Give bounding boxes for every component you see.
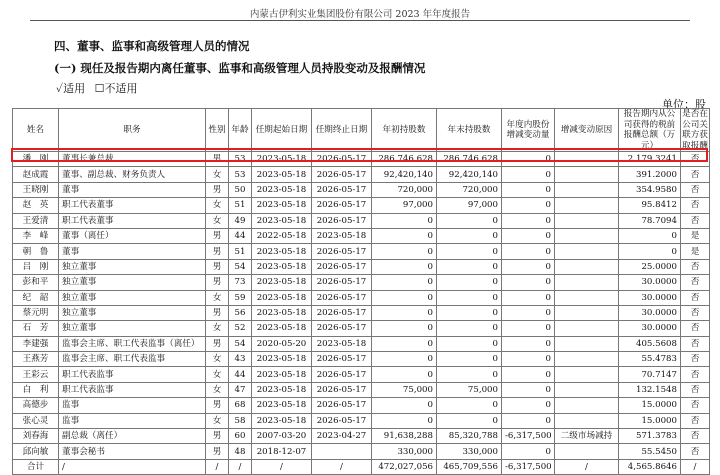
table-row — [13, 152, 710, 167]
table-cell: 王晓刚 — [13, 182, 59, 197]
table-cell: 否 — [681, 213, 710, 228]
table-cell: 董事 — [59, 182, 206, 197]
table-cell: 2026-05-17 — [312, 413, 372, 428]
table-cell: 王燕芳 — [13, 352, 59, 367]
table-cell: 李建强 — [13, 336, 59, 351]
table-cell: 472,027,056 — [372, 459, 437, 474]
table-row — [13, 321, 710, 336]
table-cell: 0 — [502, 228, 555, 243]
table-cell: 否 — [681, 444, 710, 459]
table-cell: 白 利 — [13, 382, 59, 397]
table-cell: 73 — [229, 275, 252, 290]
table-cell: / — [59, 459, 206, 474]
table-cell: 女 — [206, 382, 229, 397]
table-cell: 391.2000 — [619, 167, 681, 182]
report-header: 内蒙古伊利实业集团股份有限公司 2023 年年度报告 — [249, 9, 471, 20]
table-cell: 否 — [681, 367, 710, 382]
table-cell: 男 — [206, 305, 229, 320]
table-cell: 蔡元明 — [13, 305, 59, 320]
table-cell: 0 — [437, 398, 502, 413]
table-cell: 女 — [206, 413, 229, 428]
table-cell: 0 — [372, 228, 437, 243]
table-cell: 2023-05-18 — [252, 167, 312, 182]
table-cell: 2023-05-18 — [252, 275, 312, 290]
table-cell: 0 — [437, 228, 502, 243]
table-cell: 男 — [206, 398, 229, 413]
table-cell: 53 — [229, 167, 252, 182]
table-cell: 2026-05-17 — [312, 352, 372, 367]
table-cell: 405.5608 — [619, 336, 681, 351]
table-cell — [555, 290, 619, 305]
table-cell: 0 — [502, 321, 555, 336]
table-cell: 是 — [681, 228, 710, 243]
table-cell: 0 — [437, 244, 502, 259]
table-cell: 85,320,788 — [437, 429, 502, 444]
table-cell: 张心灵 — [13, 413, 59, 428]
table-cell: 监事会主席、职工代表监事（离任） — [59, 336, 206, 351]
table-cell — [555, 182, 619, 197]
table-cell — [555, 167, 619, 182]
table-cell: 男 — [206, 275, 229, 290]
table-cell: 2026-05-17 — [312, 213, 372, 228]
table-cell — [555, 336, 619, 351]
table-cell: 监事会主席、职工代表监事 — [59, 352, 206, 367]
table-row — [13, 367, 710, 382]
applicability-options — [56, 80, 143, 96]
table-cell: 0 — [502, 398, 555, 413]
table-cell: 女 — [206, 352, 229, 367]
table-cell: 独立董事 — [59, 290, 206, 305]
table-cell: 330,000 — [372, 444, 437, 459]
table-cell: 2026-05-17 — [312, 382, 372, 397]
subsection-title: (一) 现任及报告期内离任董事、监事和高级管理人员持股变动及报酬情况 — [54, 61, 426, 75]
table-cell: 0 — [502, 182, 555, 197]
table-cell: 2023-05-18 — [252, 367, 312, 382]
table-cell — [555, 321, 619, 336]
table-cell: 2023-05-18 — [252, 290, 312, 305]
holdings-table — [12, 108, 710, 475]
table-cell: 2026-05-17 — [312, 259, 372, 274]
table-row — [13, 228, 710, 243]
table-cell: 男 — [206, 152, 229, 167]
table-cell: 25.0000 — [619, 259, 681, 274]
section-title: 四、董事、监事和高级管理人员的情况 — [54, 39, 250, 53]
table-cell: 50 — [229, 182, 252, 197]
table-cell: 92,420,140 — [372, 167, 437, 182]
table-cell: 0 — [502, 152, 555, 167]
table-cell: 0 — [437, 305, 502, 320]
table-cell: 2023-05-18 — [252, 305, 312, 320]
table-row — [13, 259, 710, 274]
table-cell: 720,000 — [372, 182, 437, 197]
col-header: 年末持股数 — [437, 109, 502, 152]
table-cell: 邱向敏 — [13, 444, 59, 459]
table-cell: 否 — [681, 275, 710, 290]
table-cell: 59 — [229, 290, 252, 305]
table-cell: 30.0000 — [619, 321, 681, 336]
table-cell: 0 — [502, 305, 555, 320]
table-cell: 2026-05-17 — [312, 290, 372, 305]
col-header: 姓名 — [13, 109, 59, 152]
table-cell: 30.0000 — [619, 290, 681, 305]
table-cell: 独立董事 — [59, 275, 206, 290]
table-row — [13, 429, 710, 444]
table-cell: 2020-05-20 — [252, 336, 312, 351]
col-header: 职务 — [59, 109, 206, 152]
table-cell: 合计 — [13, 459, 59, 474]
table-cell: 否 — [681, 336, 710, 351]
table-cell: 44 — [229, 367, 252, 382]
table-cell: 0 — [502, 167, 555, 182]
table-cell: 0 — [502, 382, 555, 397]
table-cell: 是 — [681, 244, 710, 259]
table-cell: / — [229, 459, 252, 474]
col-header: 报告期内从公司获得的税前报酬总额（万元） — [619, 109, 681, 152]
table-cell: 0 — [502, 244, 555, 259]
table-row — [13, 290, 710, 305]
table-cell: 2023-05-18 — [252, 259, 312, 274]
table-cell: 女 — [206, 367, 229, 382]
table-cell: 30.0000 — [619, 305, 681, 320]
table-cell: 0 — [372, 398, 437, 413]
table-cell: 0 — [372, 275, 437, 290]
table-cell: 否 — [681, 259, 710, 274]
table-cell: 2023-05-18 — [252, 198, 312, 213]
table-cell: 30.0000 — [619, 275, 681, 290]
table-cell: 2026-05-17 — [312, 244, 372, 259]
table-cell: 女 — [206, 321, 229, 336]
table-cell: 刘春海 — [13, 429, 59, 444]
table-cell: 王彩云 — [13, 367, 59, 382]
table-cell: 女 — [206, 198, 229, 213]
table-cell: / — [681, 459, 710, 474]
header-divider — [30, 20, 690, 21]
table-cell: 女 — [206, 167, 229, 182]
table-cell: 0 — [502, 352, 555, 367]
table-cell: 2023-05-18 — [252, 152, 312, 167]
table-cell: 副总裁（离任） — [59, 429, 206, 444]
table-row — [13, 275, 710, 290]
table-cell: 2023-05-18 — [252, 398, 312, 413]
table-cell: 2023-05-18 — [252, 352, 312, 367]
table-cell: 48 — [229, 444, 252, 459]
table-cell: -6,317,500 — [502, 459, 555, 474]
table-cell — [555, 352, 619, 367]
table-cell: 否 — [681, 305, 710, 320]
table-cell: 2026-05-17 — [312, 198, 372, 213]
table-cell: 职工代表监事 — [59, 382, 206, 397]
table-cell: 独立董事 — [59, 305, 206, 320]
table-cell — [312, 444, 372, 459]
table-cell: 2026-05-17 — [312, 182, 372, 197]
table-row — [13, 336, 710, 351]
table-cell: 2026-05-17 — [312, 398, 372, 413]
table-cell: 2023-05-18 — [252, 382, 312, 397]
table-cell: 55.4783 — [619, 352, 681, 367]
table-row — [13, 244, 710, 259]
table-cell: 286,746,628 — [372, 152, 437, 167]
table-cell: 44 — [229, 228, 252, 243]
table-cell: 男 — [206, 228, 229, 243]
table-cell: 2023-04-27 — [312, 429, 372, 444]
table-cell — [555, 213, 619, 228]
table-cell: 4,565.8646 — [619, 459, 681, 474]
table-row — [13, 444, 710, 459]
total-row — [13, 459, 710, 474]
table-cell: 纪 韶 — [13, 290, 59, 305]
table-cell: 2007-03-20 — [252, 429, 312, 444]
table-cell: 354.9580 — [619, 182, 681, 197]
table-cell: 独立董事 — [59, 259, 206, 274]
table-cell: -6,317,500 — [502, 429, 555, 444]
table-cell: 2,179.3241 — [619, 152, 681, 167]
table-row — [13, 213, 710, 228]
table-cell: 0 — [437, 275, 502, 290]
table-cell: 女 — [206, 290, 229, 305]
table-cell: 二级市场减持 — [555, 429, 619, 444]
table-row — [13, 305, 710, 320]
table-cell: 97,000 — [437, 198, 502, 213]
table-cell: 465,709,556 — [437, 459, 502, 474]
table-cell: 2026-05-17 — [312, 321, 372, 336]
table-cell — [555, 152, 619, 167]
table-cell: 朝 鲁 — [13, 244, 59, 259]
table-cell: 56 — [229, 305, 252, 320]
table-cell: 否 — [681, 413, 710, 428]
table-cell — [555, 367, 619, 382]
table-cell: 0 — [502, 213, 555, 228]
table-cell: 2018-12-07 — [252, 444, 312, 459]
table-cell: 否 — [681, 352, 710, 367]
table-cell: 否 — [681, 290, 710, 305]
table-cell: 董事、副总裁、财务负责人 — [59, 167, 206, 182]
col-header: 年初持股数 — [372, 109, 437, 152]
table-cell: 男 — [206, 259, 229, 274]
table-cell: 0 — [437, 352, 502, 367]
table-cell: 2026-05-17 — [312, 167, 372, 182]
table-cell: 否 — [681, 398, 710, 413]
table-cell: 0 — [437, 213, 502, 228]
table-cell: 潘 刚 — [13, 152, 59, 167]
table-cell — [555, 444, 619, 459]
table-cell: 否 — [681, 152, 710, 167]
table-cell: 男 — [206, 429, 229, 444]
table-cell: 李 峰 — [13, 228, 59, 243]
table-row — [13, 398, 710, 413]
table-cell: 董事会秘书 — [59, 444, 206, 459]
table-cell: 王爱清 — [13, 213, 59, 228]
table-cell: 2023-05-18 — [312, 228, 372, 243]
col-header: 性别 — [206, 109, 229, 152]
table-cell: 2023-05-18 — [252, 321, 312, 336]
table-cell: 15.0000 — [619, 413, 681, 428]
table-cell: 董事 — [59, 244, 206, 259]
table-cell: 286,746,628 — [437, 152, 502, 167]
table-cell: 男 — [206, 444, 229, 459]
table-cell: 0 — [502, 259, 555, 274]
table-cell: 2023-05-18 — [312, 336, 372, 351]
table-cell: 54 — [229, 259, 252, 274]
table-cell: 监事 — [59, 413, 206, 428]
table-cell: 男 — [206, 182, 229, 197]
table-cell: 董事长兼总裁 — [59, 152, 206, 167]
table-cell: 彭和平 — [13, 275, 59, 290]
table-cell: 330,000 — [437, 444, 502, 459]
table-cell: 78.7094 — [619, 213, 681, 228]
table-cell: 2023-05-18 — [252, 182, 312, 197]
table-cell: 53 — [229, 152, 252, 167]
table-cell: 独立董事 — [59, 321, 206, 336]
table-cell: 0 — [372, 290, 437, 305]
table-cell: 否 — [681, 198, 710, 213]
table-cell — [555, 382, 619, 397]
table-cell — [555, 305, 619, 320]
table-cell: 75,000 — [372, 382, 437, 397]
table-cell: 女 — [206, 213, 229, 228]
table-cell: 0 — [372, 244, 437, 259]
table-cell: 0 — [372, 352, 437, 367]
table-cell: 职工代表监事 — [59, 367, 206, 382]
table-cell: 0 — [372, 336, 437, 351]
applicable-option: ✓适用 — [56, 82, 86, 95]
table-cell: 2026-05-17 — [312, 305, 372, 320]
table-cell: 高德步 — [13, 398, 59, 413]
table-cell: 2023-05-18 — [252, 413, 312, 428]
table-body — [13, 152, 710, 475]
table-cell: 否 — [681, 182, 710, 197]
table-row — [13, 182, 710, 197]
table-row — [13, 352, 710, 367]
table-cell: 赵 英 — [13, 198, 59, 213]
table-cell: 0 — [619, 244, 681, 259]
table-cell: 吕 刚 — [13, 259, 59, 274]
col-header: 是否在公司关联方获取报酬 — [682, 109, 708, 151]
table-row — [13, 167, 710, 182]
table-cell: 54 — [229, 336, 252, 351]
table-cell: 职工代表董事 — [59, 213, 206, 228]
table-cell: 0 — [502, 275, 555, 290]
table-cell: 0 — [502, 198, 555, 213]
col-header: 任期起始日期 — [252, 109, 312, 152]
table-cell: 0 — [372, 367, 437, 382]
table-cell: 52 — [229, 321, 252, 336]
table-cell: 49 — [229, 213, 252, 228]
table-row — [13, 382, 710, 397]
table-cell: 60 — [229, 429, 252, 444]
table-cell: 47 — [229, 382, 252, 397]
table-cell: 68 — [229, 398, 252, 413]
col-header: 增减变动原因 — [555, 109, 619, 152]
table-cell — [555, 228, 619, 243]
col-header: 年龄 — [229, 109, 252, 152]
table-cell: 0 — [437, 259, 502, 274]
table-cell: 0 — [502, 367, 555, 382]
table-cell: 2026-05-17 — [312, 152, 372, 167]
table-cell — [555, 244, 619, 259]
table-cell — [555, 413, 619, 428]
table-cell: 否 — [681, 167, 710, 182]
table-cell: 2026-05-17 — [312, 367, 372, 382]
table-cell: 0 — [502, 413, 555, 428]
col-header: 年度内股份增减变动量 — [502, 109, 555, 152]
table-cell: 男 — [206, 336, 229, 351]
table-cell: / — [252, 459, 312, 474]
table-cell: 0 — [372, 305, 437, 320]
table-cell — [555, 398, 619, 413]
table-cell: 0 — [502, 444, 555, 459]
table-cell: 92,420,140 — [437, 167, 502, 182]
table-cell: 否 — [681, 321, 710, 336]
table-cell: 0 — [437, 336, 502, 351]
table-cell: 2026-05-17 — [312, 275, 372, 290]
table-cell: 2022-05-18 — [252, 228, 312, 243]
table-cell: 43 — [229, 352, 252, 367]
table-cell: 董事（离任） — [59, 228, 206, 243]
table-cell: 51 — [229, 198, 252, 213]
table-cell: 51 — [229, 244, 252, 259]
table-cell: 58 — [229, 413, 252, 428]
table-cell: 0 — [437, 290, 502, 305]
table-cell: 0 — [437, 321, 502, 336]
table-cell: 男 — [206, 244, 229, 259]
table-cell: 0 — [372, 213, 437, 228]
table-cell: 0 — [372, 259, 437, 274]
table-row — [13, 198, 710, 213]
table-cell: / — [312, 459, 372, 474]
table-cell: 赵成霞 — [13, 167, 59, 182]
table-cell: 0 — [502, 290, 555, 305]
table-cell: 否 — [681, 429, 710, 444]
table-cell: 55.5450 — [619, 444, 681, 459]
table-header-row — [13, 109, 710, 152]
table-cell: 720,000 — [437, 182, 502, 197]
table-cell: 0 — [437, 413, 502, 428]
table-cell: 75,000 — [437, 382, 502, 397]
table-cell: 95.8412 — [619, 198, 681, 213]
table-cell: 监事 — [59, 398, 206, 413]
table-cell: 132.1548 — [619, 382, 681, 397]
table-cell: 97,000 — [372, 198, 437, 213]
table-cell: 0 — [437, 367, 502, 382]
table-cell: 石 芳 — [13, 321, 59, 336]
table-cell — [555, 275, 619, 290]
table-cell: 571.3783 — [619, 429, 681, 444]
not-applicable-option: ☐不适用 — [94, 82, 138, 95]
table-row — [13, 413, 710, 428]
col-header: 任期终止日期 — [312, 109, 372, 152]
table-cell: 否 — [681, 382, 710, 397]
table-cell — [555, 259, 619, 274]
table-cell: 15.0000 — [619, 398, 681, 413]
table-cell: 0 — [372, 413, 437, 428]
table-cell: / — [555, 459, 619, 474]
table-cell: 职工代表董事 — [59, 198, 206, 213]
table-cell: 2023-05-18 — [252, 244, 312, 259]
table-cell: 0 — [502, 336, 555, 351]
table-cell: / — [206, 459, 229, 474]
table-cell: 91,638,288 — [372, 429, 437, 444]
unit-label: 单位：股 — [662, 98, 706, 111]
table-cell — [555, 198, 619, 213]
table-cell: 0 — [619, 228, 681, 243]
table-cell: 70.7147 — [619, 367, 681, 382]
table-cell: 2023-05-18 — [252, 213, 312, 228]
table-cell: 0 — [372, 321, 437, 336]
